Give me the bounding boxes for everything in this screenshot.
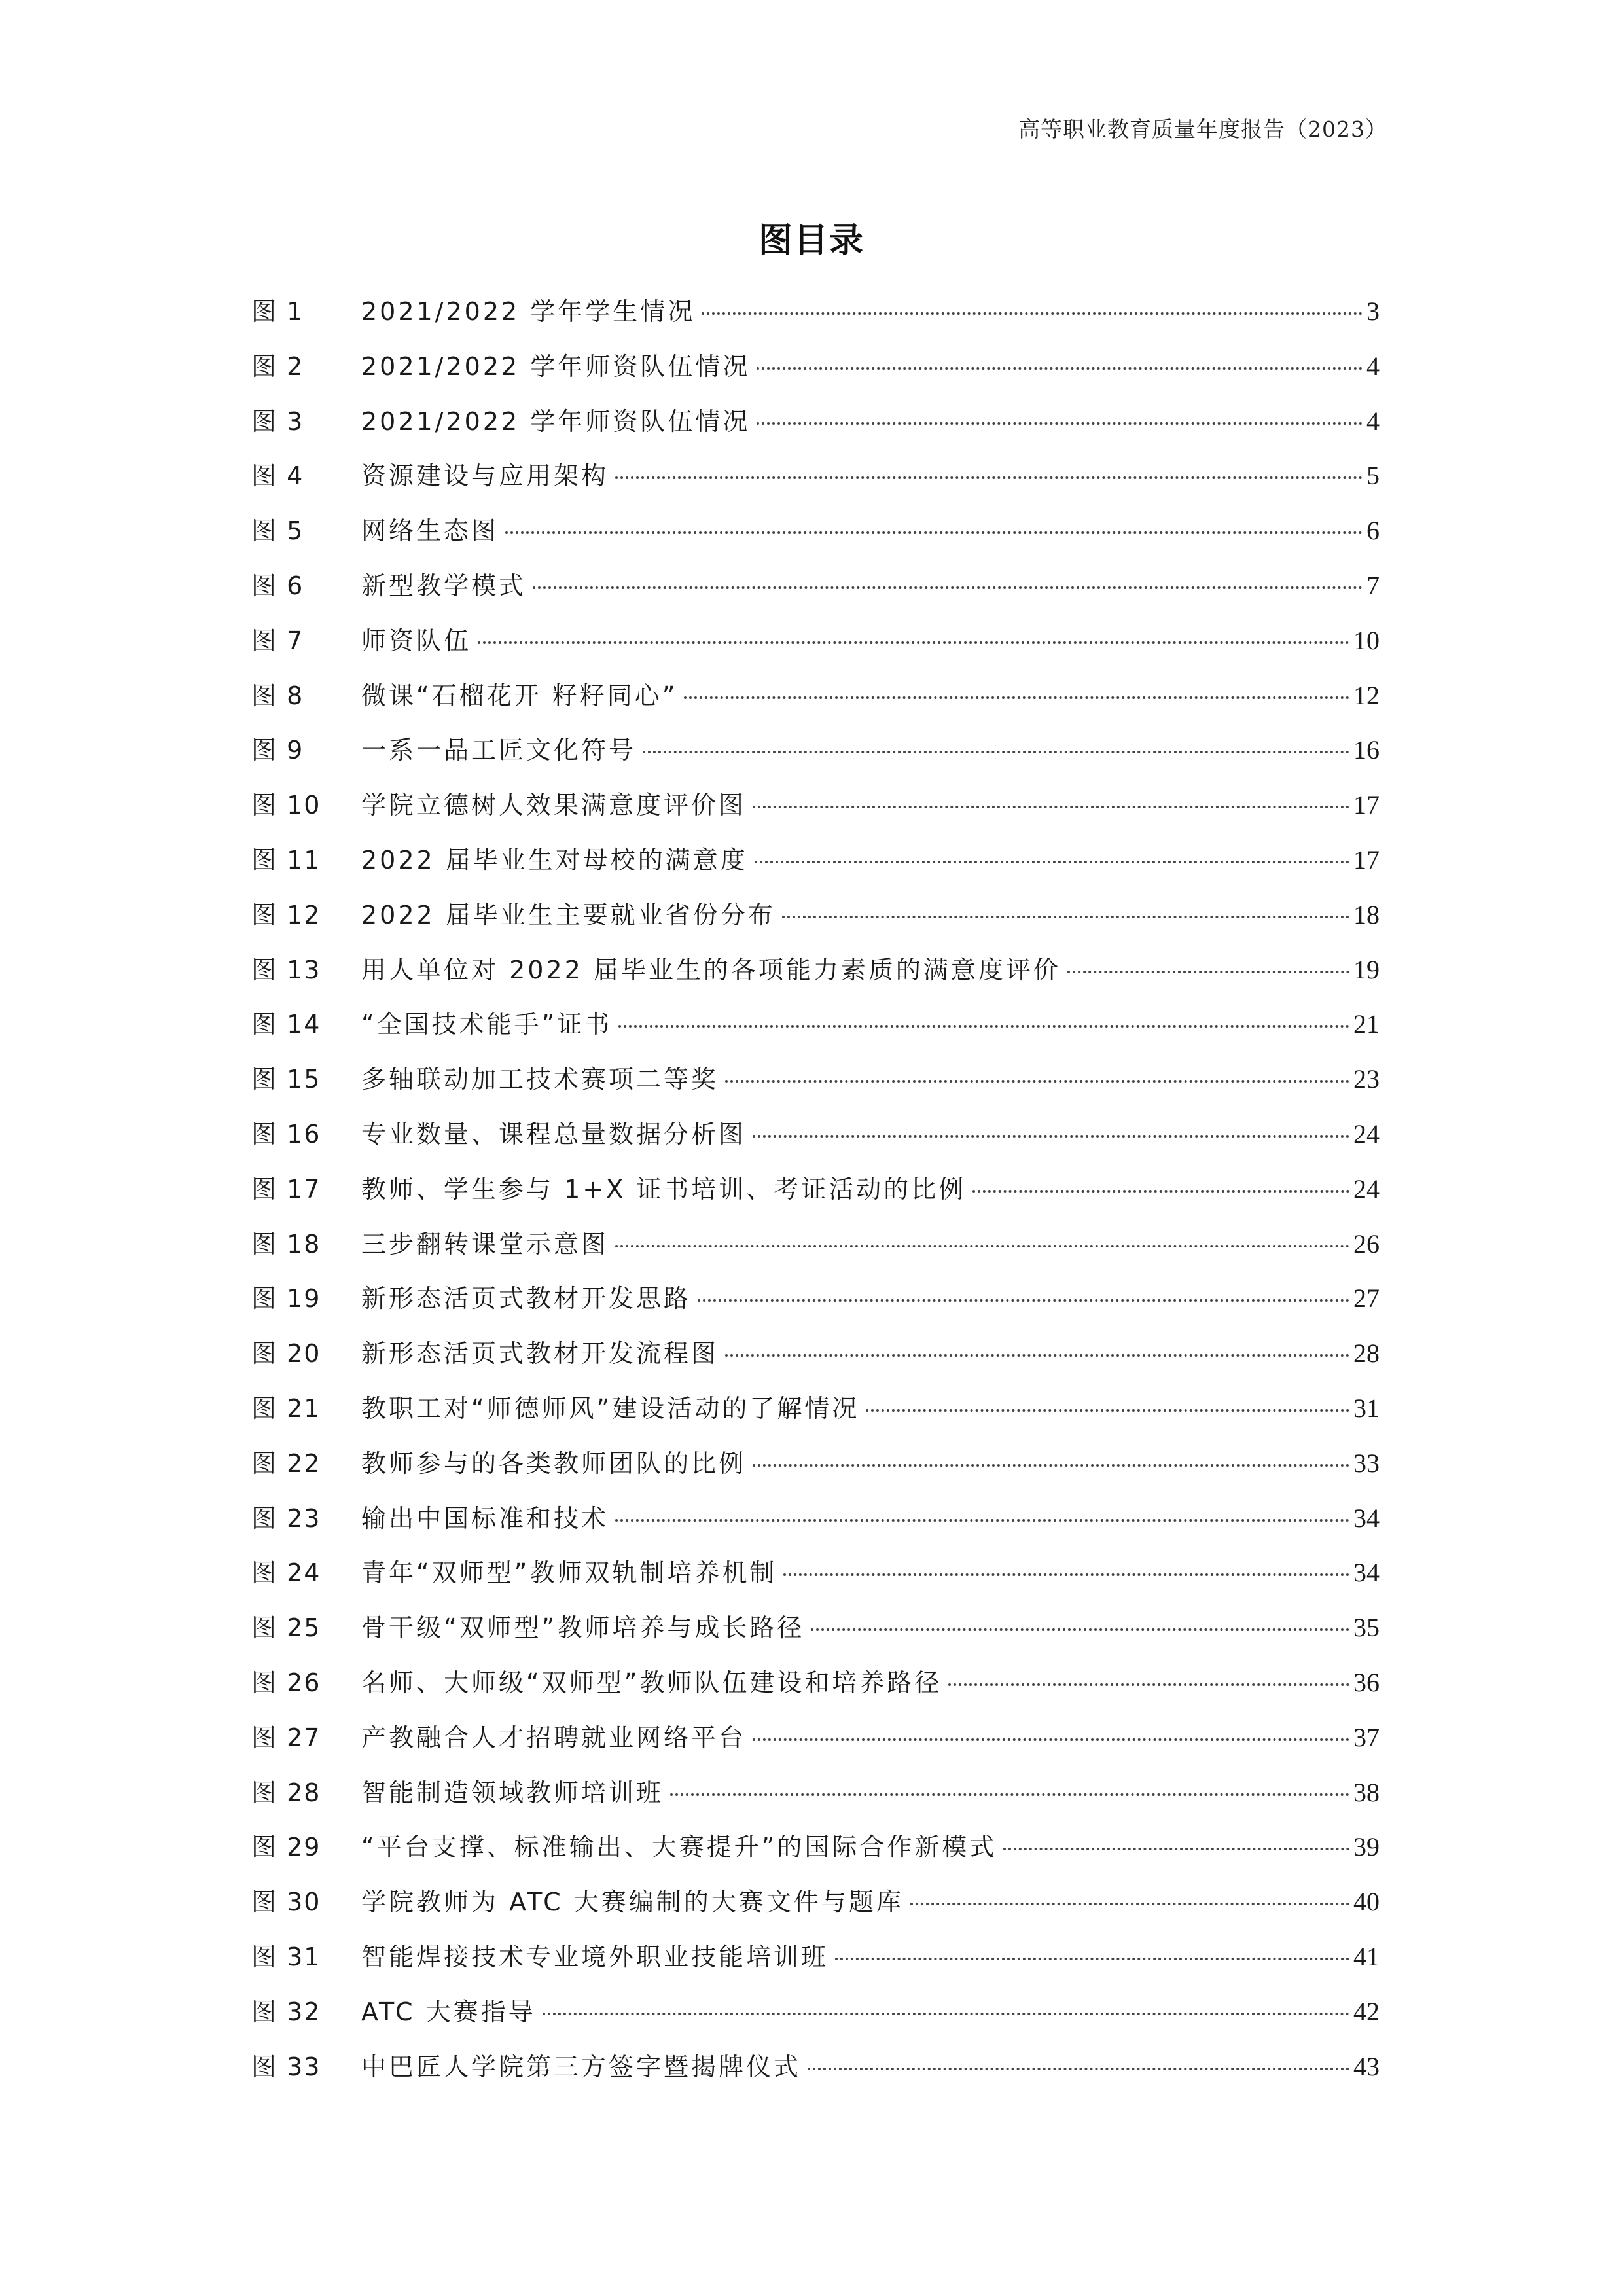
toc-entry-title: 师资队伍 bbox=[361, 626, 472, 655]
toc-entry[interactable] bbox=[251, 895, 1380, 950]
toc-entry-page-number: 18 bbox=[1353, 899, 1380, 929]
toc-entry-page-number: 4 bbox=[1366, 406, 1380, 436]
toc-entry-title: 专业数量、课程总量数据分析图 bbox=[361, 1119, 747, 1149]
toc-entry[interactable] bbox=[251, 1552, 1380, 1607]
toc-entry-label: 图 1 bbox=[251, 297, 304, 326]
toc-entry-title: 教师参与的各类教师团队的比例 bbox=[361, 1448, 747, 1478]
toc-entry-title: “平台支撑、标准输出、大赛提升”的国际合作新模式 bbox=[361, 1833, 997, 1862]
toc-entry-label: 图 12 bbox=[251, 900, 321, 929]
toc-entry-title: 青年“双师型”教师双轨制培养机制 bbox=[361, 1558, 777, 1588]
dot-leader bbox=[478, 641, 1349, 644]
toc-entry-page-number: 36 bbox=[1353, 1667, 1380, 1697]
figure-toc-list bbox=[251, 291, 1380, 2101]
toc-entry[interactable] bbox=[251, 2047, 1380, 2102]
toc-entry[interactable] bbox=[251, 675, 1380, 730]
dot-leader bbox=[643, 751, 1349, 753]
dot-leader bbox=[948, 1683, 1349, 1686]
toc-entry-label: 图 20 bbox=[251, 1339, 321, 1369]
toc-entry-title: 资源建设与应用架构 bbox=[361, 461, 609, 491]
toc-entry-label: 图 10 bbox=[251, 791, 321, 820]
dot-leader bbox=[782, 916, 1349, 918]
toc-entry-title: 新型教学模式 bbox=[361, 571, 527, 600]
toc-entry-page-number: 10 bbox=[1353, 625, 1380, 655]
toc-entry-page-number: 43 bbox=[1353, 2051, 1380, 2081]
toc-entry-page-number: 26 bbox=[1353, 1229, 1380, 1259]
toc-entry-page-number: 37 bbox=[1353, 1722, 1380, 1752]
toc-entry-title: 网络生态图 bbox=[361, 516, 499, 546]
toc-entry-title: ATC 大赛指导 bbox=[361, 1997, 536, 2026]
toc-entry-title: 中巴匠人学院第三方签字暨揭牌仪式 bbox=[361, 2052, 802, 2081]
toc-entry-page-number: 17 bbox=[1353, 844, 1380, 874]
dot-leader bbox=[1003, 1848, 1349, 1850]
toc-entry-page-number: 7 bbox=[1366, 570, 1380, 600]
dot-leader bbox=[702, 312, 1363, 315]
toc-entry-title: 智能焊接技术专业境外职业技能培训班 bbox=[361, 1942, 829, 1971]
toc-entry[interactable] bbox=[251, 1004, 1380, 1059]
toc-entry-label: 图 11 bbox=[251, 845, 321, 874]
dot-leader bbox=[533, 586, 1363, 589]
toc-entry[interactable] bbox=[251, 785, 1380, 840]
toc-entry-label: 图 28 bbox=[251, 1778, 321, 1807]
toc-entry-page-number: 38 bbox=[1353, 1777, 1380, 1807]
toc-entry-title: 学院教师为 ATC 大赛编制的大赛文件与题库 bbox=[361, 1888, 904, 1917]
dot-leader bbox=[783, 1573, 1349, 1576]
toc-entry-title: 2021/2022 学年师资队伍情况 bbox=[361, 351, 751, 381]
toc-entry-page-number: 16 bbox=[1353, 735, 1380, 765]
toc-entry-page-number: 39 bbox=[1353, 1832, 1380, 1862]
toc-entry-page-number: 35 bbox=[1353, 1613, 1380, 1643]
toc-entry-label: 图 30 bbox=[251, 1888, 321, 1917]
toc-entry-label: 图 15 bbox=[251, 1065, 321, 1094]
toc-entry-page-number: 4 bbox=[1366, 351, 1380, 381]
toc-entry-title: 微课“石榴花开 籽籽同心” bbox=[361, 681, 678, 710]
dot-leader bbox=[753, 1738, 1349, 1741]
toc-entry[interactable] bbox=[251, 401, 1380, 456]
toc-entry-label: 图 19 bbox=[251, 1284, 321, 1314]
toc-entry-label: 图 33 bbox=[251, 2052, 321, 2081]
toc-entry-page-number: 31 bbox=[1353, 1393, 1380, 1423]
dot-leader bbox=[866, 1409, 1349, 1412]
toc-entry-label: 图 32 bbox=[251, 1997, 321, 2026]
toc-entry-page-number: 5 bbox=[1366, 461, 1380, 491]
toc-entry-label: 图 17 bbox=[251, 1174, 321, 1204]
toc-entry-label: 图 16 bbox=[251, 1119, 321, 1149]
toc-entry-page-number: 21 bbox=[1353, 1009, 1380, 1039]
toc-entry-page-number: 41 bbox=[1353, 1941, 1380, 1971]
toc-entry-label: 图 23 bbox=[251, 1503, 321, 1533]
toc-entry-page-number: 33 bbox=[1353, 1448, 1380, 1478]
toc-entry-label: 图 18 bbox=[251, 1229, 321, 1259]
toc-entry-page-number: 19 bbox=[1353, 954, 1380, 984]
toc-entry-page-number: 24 bbox=[1353, 1119, 1380, 1149]
toc-entry-title: 三步翻转课堂示意图 bbox=[361, 1229, 609, 1259]
toc-entry-label: 图 13 bbox=[251, 955, 321, 984]
toc-entry[interactable] bbox=[251, 620, 1380, 675]
toc-entry[interactable] bbox=[251, 730, 1380, 785]
toc-entry-title: 骨干级“双师型”教师培养与成长路径 bbox=[361, 1613, 805, 1643]
toc-entry[interactable] bbox=[251, 1498, 1380, 1553]
toc-entry-page-number: 40 bbox=[1353, 1887, 1380, 1917]
toc-entry-page-number: 28 bbox=[1353, 1338, 1380, 1369]
toc-entry-title: 名师、大师级“双师型”教师队伍建设和培养路径 bbox=[361, 1668, 942, 1697]
dot-leader bbox=[753, 1464, 1349, 1467]
page-title: 图目录 bbox=[758, 221, 865, 260]
toc-entry-title: 2021/2022 学年学生情况 bbox=[361, 297, 696, 326]
toc-entry-title: 智能制造领域教师培训班 bbox=[361, 1778, 664, 1807]
toc-entry-page-number: 24 bbox=[1353, 1174, 1380, 1204]
toc-entry[interactable] bbox=[251, 1388, 1380, 1443]
toc-entry[interactable] bbox=[251, 511, 1380, 565]
toc-entry-title: “全国技术能手”证书 bbox=[361, 1010, 613, 1039]
toc-entry[interactable] bbox=[251, 1937, 1380, 1992]
toc-entry-label: 图 7 bbox=[251, 626, 304, 655]
toc-entry-label: 图 22 bbox=[251, 1448, 321, 1478]
toc-entry-page-number: 34 bbox=[1353, 1503, 1380, 1533]
toc-entry-label: 图 24 bbox=[251, 1558, 321, 1588]
toc-entry-page-number: 42 bbox=[1353, 1996, 1380, 2026]
toc-entry[interactable] bbox=[251, 1992, 1380, 2047]
dot-leader bbox=[811, 1628, 1349, 1631]
dot-leader bbox=[753, 1135, 1349, 1138]
toc-entry-page-number: 6 bbox=[1366, 516, 1380, 546]
toc-entry-page-number: 17 bbox=[1353, 790, 1380, 820]
toc-entry-label: 图 25 bbox=[251, 1613, 321, 1643]
dot-leader bbox=[910, 1903, 1349, 1905]
toc-entry-page-number: 12 bbox=[1353, 680, 1380, 710]
toc-entry-label: 图 2 bbox=[251, 351, 304, 381]
toc-entry[interactable] bbox=[251, 565, 1380, 620]
toc-entry[interactable] bbox=[251, 1717, 1380, 1772]
toc-entry[interactable] bbox=[251, 1333, 1380, 1388]
toc-entry[interactable] bbox=[251, 1827, 1380, 1882]
toc-entry-title: 2022 届毕业生主要就业省份分布 bbox=[361, 900, 776, 929]
toc-entry-page-number: 23 bbox=[1353, 1064, 1380, 1094]
dot-leader bbox=[725, 1354, 1349, 1357]
dot-leader bbox=[757, 367, 1363, 370]
toc-entry-label: 图 4 bbox=[251, 461, 304, 491]
toc-entry-title: 2022 届毕业生对母校的满意度 bbox=[361, 845, 748, 874]
toc-entry-title: 一系一品工匠文化符号 bbox=[361, 736, 637, 765]
toc-entry[interactable] bbox=[251, 1662, 1380, 1717]
toc-entry[interactable] bbox=[251, 1882, 1380, 1937]
dot-leader bbox=[757, 422, 1363, 425]
dot-leader bbox=[698, 1299, 1349, 1302]
dot-leader bbox=[972, 1190, 1349, 1193]
dot-leader bbox=[670, 1793, 1349, 1796]
toc-entry-title: 教职工对“师德师风”建设活动的了解情况 bbox=[361, 1393, 860, 1423]
toc-entry[interactable] bbox=[251, 950, 1380, 1005]
dot-leader bbox=[543, 2013, 1349, 2015]
dot-leader bbox=[684, 696, 1349, 699]
dot-leader bbox=[808, 2068, 1349, 2070]
dot-leader bbox=[725, 1080, 1349, 1083]
dot-leader bbox=[615, 476, 1363, 479]
toc-entry-title: 产教融合人才招聘就业网络平台 bbox=[361, 1723, 747, 1752]
toc-entry-title: 新形态活页式教材开发思路 bbox=[361, 1284, 692, 1314]
dot-leader bbox=[618, 1025, 1349, 1028]
toc-entry[interactable] bbox=[251, 291, 1380, 346]
toc-entry-title: 多轴联动加工技术赛项二等奖 bbox=[361, 1065, 719, 1094]
toc-entry-page-number: 3 bbox=[1366, 296, 1380, 326]
toc-entry[interactable] bbox=[251, 1278, 1380, 1333]
toc-entry-label: 图 8 bbox=[251, 681, 304, 710]
toc-entry-label: 图 31 bbox=[251, 1942, 321, 1971]
toc-entry-title: 教师、学生参与 1+X 证书培训、考证活动的比例 bbox=[361, 1174, 967, 1204]
toc-entry-title: 2021/2022 学年师资队伍情况 bbox=[361, 406, 751, 436]
toc-entry[interactable] bbox=[251, 1607, 1380, 1662]
toc-entry[interactable] bbox=[251, 840, 1380, 895]
toc-entry-title: 输出中国标准和技术 bbox=[361, 1503, 609, 1533]
dot-leader bbox=[753, 806, 1349, 808]
dot-leader bbox=[1067, 971, 1349, 973]
toc-entry[interactable] bbox=[251, 346, 1380, 401]
dot-leader bbox=[755, 861, 1349, 863]
dot-leader bbox=[615, 1245, 1349, 1247]
toc-entry[interactable] bbox=[251, 1059, 1380, 1114]
toc-entry-title: 学院立德树人效果满意度评价图 bbox=[361, 791, 747, 820]
toc-entry-page-number: 27 bbox=[1353, 1283, 1380, 1314]
toc-entry-title: 用人单位对 2022 届毕业生的各项能力素质的满意度评价 bbox=[361, 955, 1061, 984]
dot-leader bbox=[835, 1958, 1349, 1960]
toc-entry-label: 图 9 bbox=[251, 736, 304, 765]
toc-entry-label: 图 3 bbox=[251, 406, 304, 436]
toc-entry-label: 图 5 bbox=[251, 516, 304, 546]
toc-entry-label: 图 6 bbox=[251, 571, 304, 600]
toc-entry-title: 新形态活页式教材开发流程图 bbox=[361, 1339, 719, 1369]
toc-entry-label: 图 27 bbox=[251, 1723, 321, 1752]
toc-entry[interactable] bbox=[251, 1443, 1380, 1498]
toc-entry-label: 图 21 bbox=[251, 1393, 321, 1423]
toc-entry[interactable] bbox=[251, 1772, 1380, 1827]
dot-leader bbox=[615, 1519, 1349, 1522]
toc-entry-page-number: 34 bbox=[1353, 1558, 1380, 1588]
toc-entry[interactable] bbox=[251, 456, 1380, 511]
toc-entry[interactable] bbox=[251, 1169, 1380, 1224]
running-header: 高等职业教育质量年度报告（2023） bbox=[1018, 117, 1387, 142]
toc-entry-label: 图 29 bbox=[251, 1833, 321, 1862]
toc-entry[interactable] bbox=[251, 1114, 1380, 1169]
toc-entry[interactable] bbox=[251, 1224, 1380, 1279]
toc-entry-label: 图 26 bbox=[251, 1668, 321, 1697]
toc-entry-label: 图 14 bbox=[251, 1010, 321, 1039]
dot-leader bbox=[505, 531, 1363, 534]
